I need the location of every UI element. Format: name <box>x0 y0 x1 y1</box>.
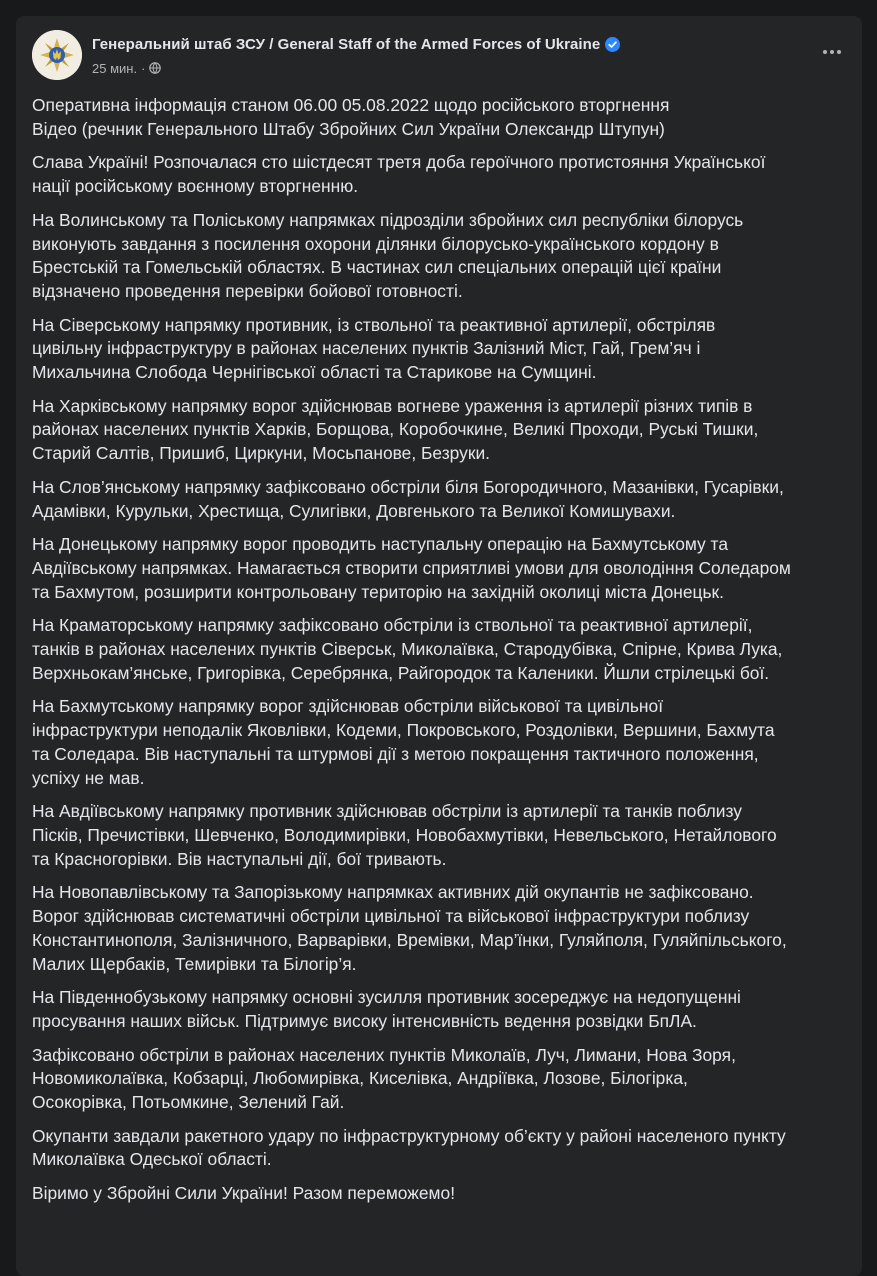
post-paragraph: Зафіксовано обстріли в районах населених пунктів Миколаїв, Луч, Лимани, Нова Зоря, Новомиколаївка, Кобзарці, Любомирівка, Киселівка, Андріївка, Лозове, Білогірка, Осокорівка, Потьомкине, Зелений Гай. <box>32 1044 736 1113</box>
post-paragraph: На Бахмутському напрямку ворог здійснював обстріли військової та цивільної інфраструктури неподалік Яковлівки, Кодеми, Покровського, Роздолівки, Вершини, Бахмута та Соледара. Вів наступальні та штурмові дії з метою покращення тактичного положення, успіху не мав. <box>32 696 775 788</box>
more-dot <box>830 50 834 54</box>
avatar[interactable] <box>32 30 82 80</box>
post-paragraph: На Донецькому напрямку ворог проводить наступальну операцію на Бахмутському та Авдіївському напрямках. Намагається створити сприятливі умови для оволодіння Соледаром та Бахмутом, розширити контрольовану територію на західній околиці міста Донецьк. <box>32 534 791 602</box>
more-dot <box>837 50 841 54</box>
post-text <box>32 94 846 1216</box>
post-paragraph: На Сіверському напрямку противник, із ствольної та реактивної артилерії, обстріляв цивільну інфраструктуру в районах населених пунктів Залізний Міст, Гай, Грем’яч і Михальчина Слобода Чернігівської області та Старикове на Сумщині. <box>32 314 716 383</box>
post-paragraph: Оперативна інформація станом 06.00 05.08.2022 щодо російського вторгнення Відео (речник Генерального Штабу Збройних Сил України Олександр Штупун) <box>32 95 670 139</box>
more-options-button[interactable] <box>814 34 850 70</box>
post-paragraph: На Південнобузькому напрямку основні зусилля противник зосереджує на недопущенні просування наших військ. Підтримує високу інтенсивність ведення розвідки БпЛА. <box>32 987 741 1031</box>
post-meta <box>92 59 161 77</box>
meta-separator: · <box>141 60 146 76</box>
verified-badge-icon <box>605 37 620 52</box>
emblem-icon <box>32 30 82 80</box>
post-paragraph: Окупанти завдали ракетного удару по інфраструктурному об’єкту у районі населеного пункту Миколаївка Одеської області. <box>32 1125 786 1170</box>
post-paragraph: На Авдіївському напрямку противник здійснював обстріли із артилерії та танків поблизу Пісків, Пречистівки, Шевченко, Володимирівки, Новобахмутівки, Невельського, Нетайлового та Красногорівки. Вів наступальні дії, бої тривають. <box>32 801 777 869</box>
post-header <box>32 30 846 82</box>
post-timestamp[interactable]: 25 мин. <box>92 60 138 76</box>
more-horizontal-icon <box>823 50 827 54</box>
post-paragraph: На Новопавлівському та Запорізькому напрямках активних дій окупантів не зафіксовано. Ворог здійснював систематичні обстріли цивільної та військової інфраструктури поблизу Константинополя, Залізничного, Варварівки, Времівки, Мар’їнки, Гуляйполя, Гуляйпільського, Малих Щербаків, Темирівки та Білогір’я. <box>32 882 787 974</box>
author-name[interactable]: Генеральний штаб ЗСУ / General Staff of the Armed Forces of Ukraine <box>92 35 601 53</box>
globe-icon[interactable] <box>149 62 161 74</box>
post-paragraph: На Краматорському напрямку зафіксовано обстріли із ствольної та реактивної артилерії, танків в районах населених пунктів Сіверськ, Миколаївка, Стародубівка, Спірне, Крива Лука, Верхньокам’янське, Григорівка, Серебрянка, Райгородок та Каленики. Йшли стрілецькі бої. <box>32 615 783 683</box>
post-paragraph: На Слов’янському напрямку зафіксовано обстріли біля Богородичного, Мазанівки, Гусарівки, Адамівки, Курульки, Хрестища, Сулигівки, Довгенького та Великої Комишувахи. <box>32 476 784 521</box>
post-paragraph: На Волинському та Поліському напрямках підрозділи збройних сил республіки білорусь виконують завдання з посилення охорони ділянки білорусько-українського кордону в Брестській та Гомельській областях. В частинах сил спеціальних операцій цієї країни відзначено проведення перевірки бойової готовності. <box>32 209 744 301</box>
post-paragraph: На Харківському напрямку ворог здійснював вогневе ураження із артилерії різних типів в районах населених пунктів Харків, Борщова, Коробочкине, Великі Проходи, Руські Тишки, Старий Салтів, Пришиб, Циркуни, Мосьпанове, Безруки. <box>32 395 759 464</box>
post-paragraph: Віримо у Збройні Сили України! Разом переможемо! <box>32 1183 456 1204</box>
author-line <box>92 33 786 55</box>
post-paragraph: Слава Україні! Розпочалася сто шістдесят третя доба героїчного протистояння Української нації російському воєнному вторгненню. <box>32 152 766 197</box>
post-card <box>16 16 862 1276</box>
